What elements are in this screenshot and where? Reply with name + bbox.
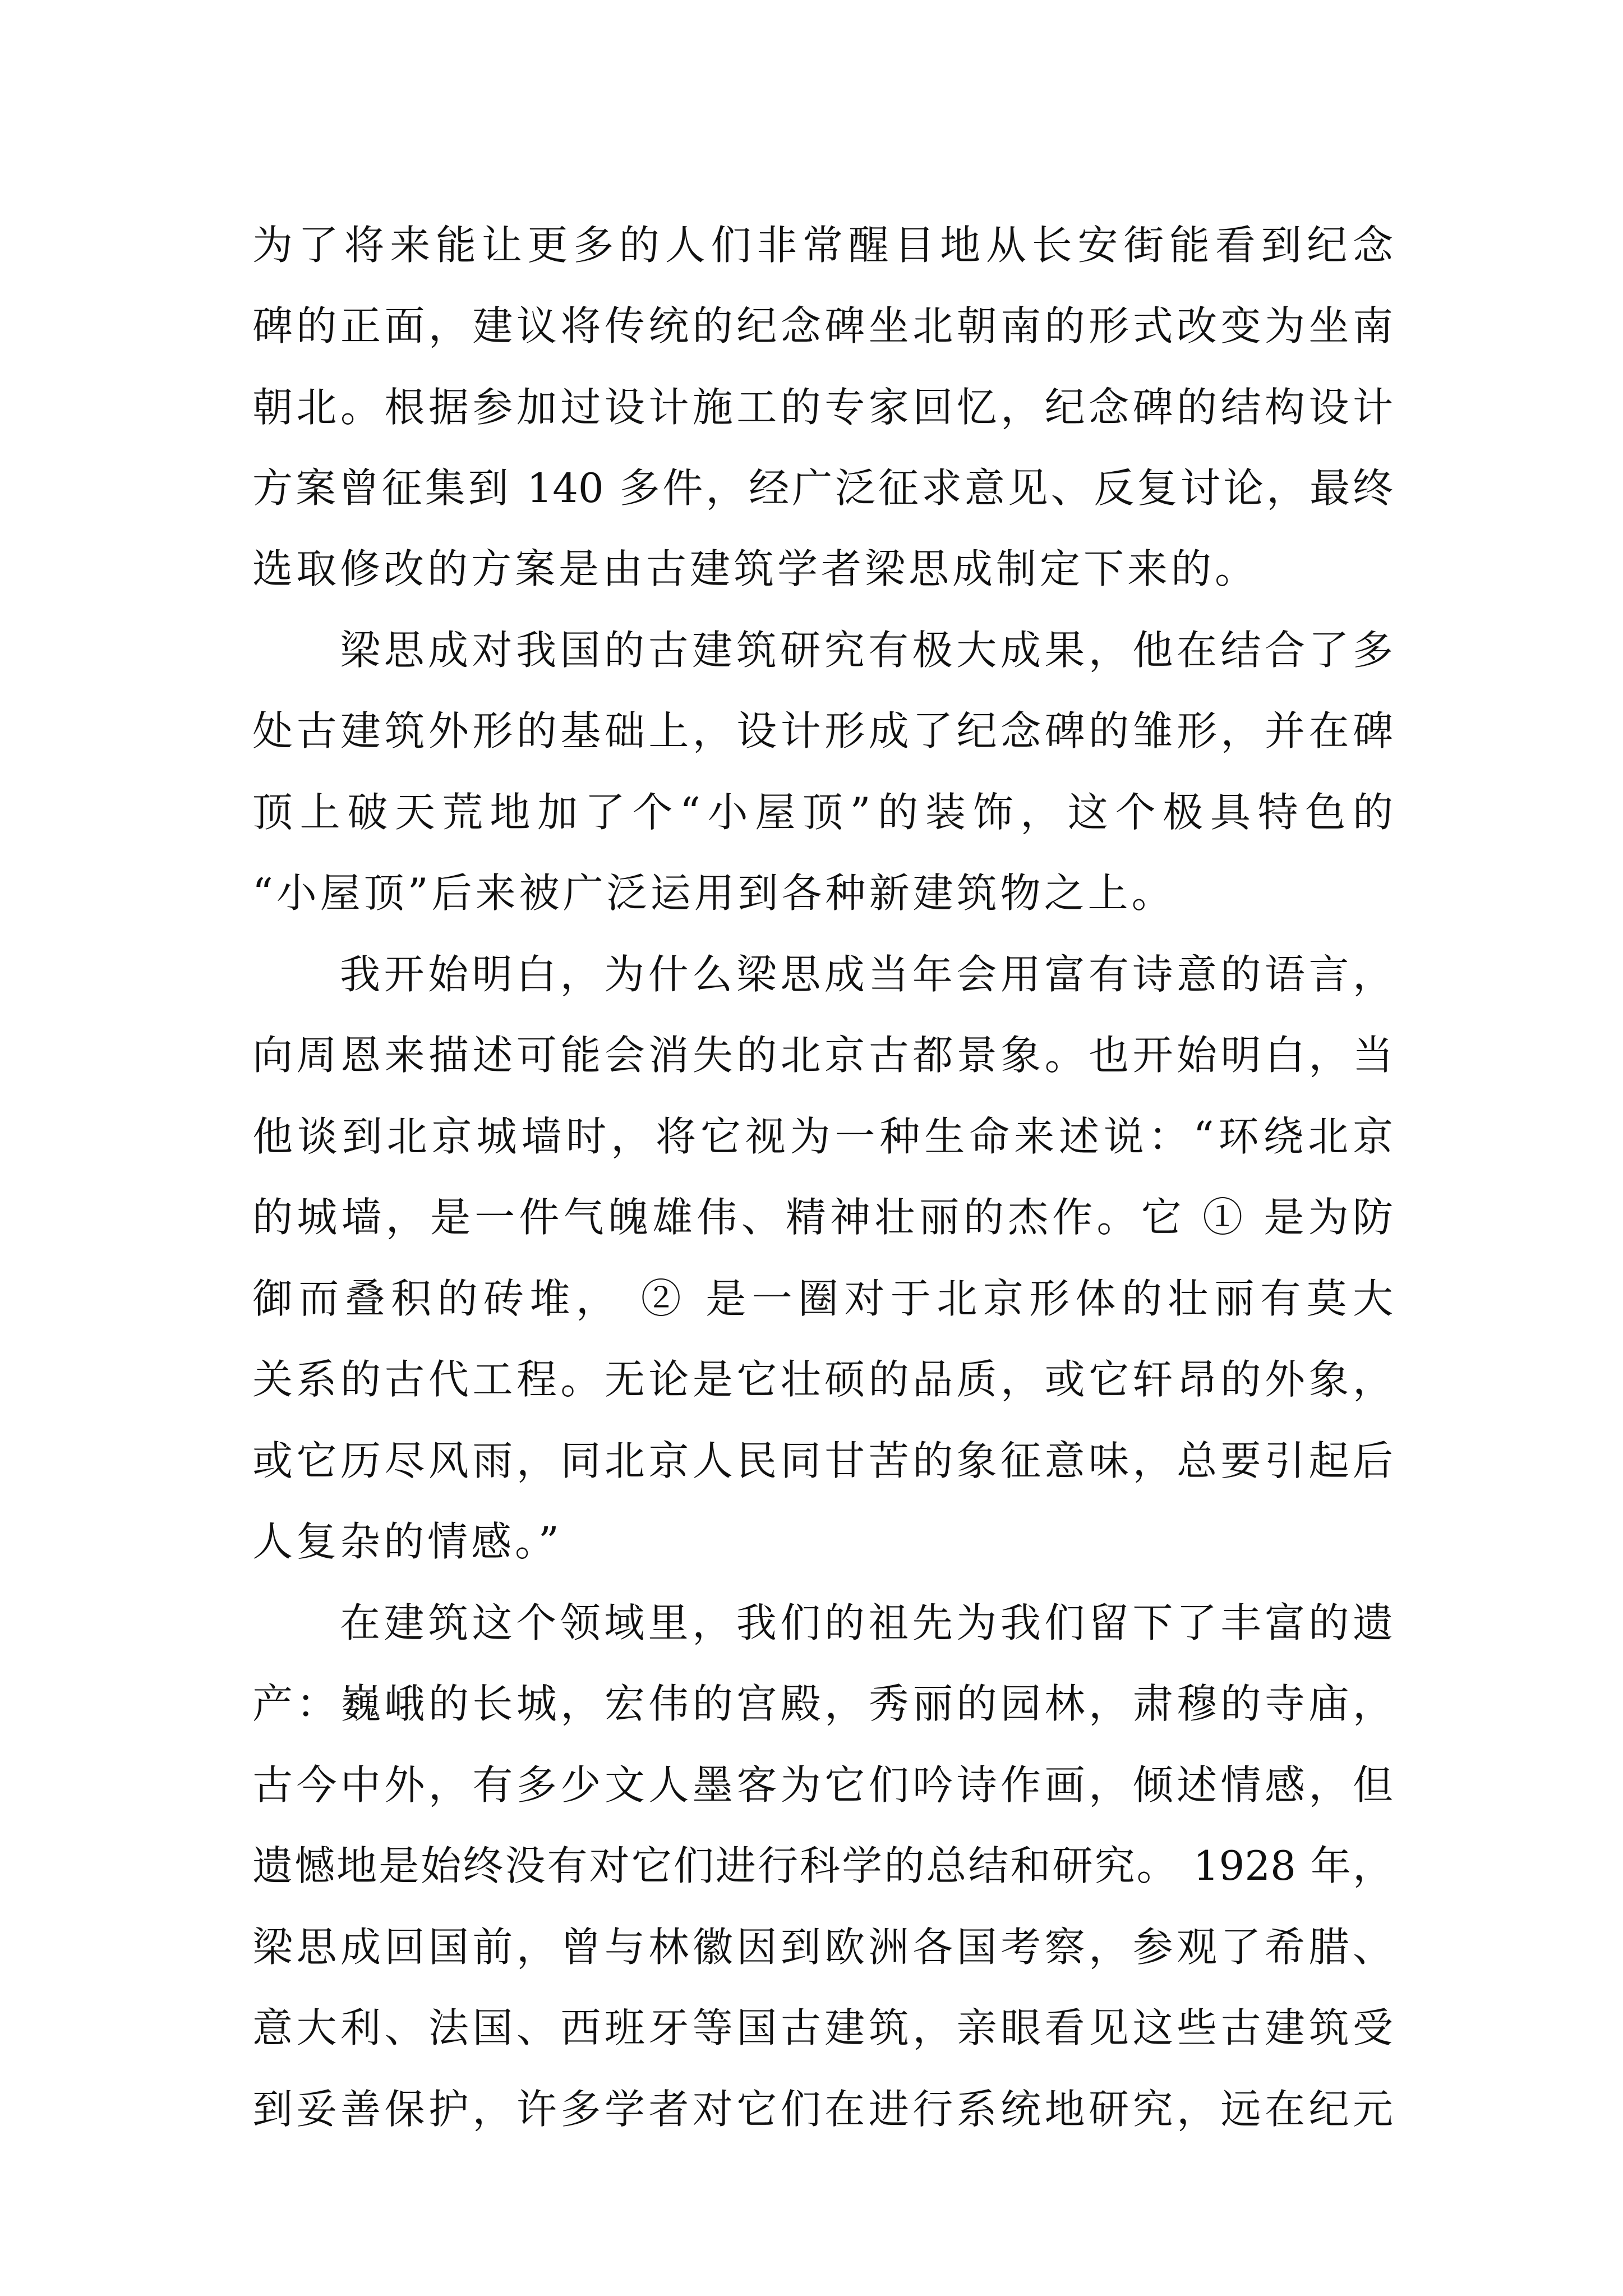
paragraph-1-line-2: 碑的正面，建议将传统的纪念碑坐北朝南的形式改变为坐南 xyxy=(252,302,1393,349)
paragraph-4-line-1: 在建筑这个领域里，我们的祖先为我们留下了丰富的遗 xyxy=(340,1599,1393,1646)
paragraph-3-line-2: 向周恩来描述可能会消失的北京古都景象。也开始明白，当 xyxy=(252,1032,1393,1079)
paragraph-3-line-3: 他谈到北京城墙时，将它视为一种生命来述说：“环绕北京 xyxy=(252,1113,1393,1160)
paragraph-1-line-1: 为了将来能让更多的人们非常醒目地从长安街能看到纪念 xyxy=(252,222,1393,269)
paragraph-3-line-4: 的城墙，是一件气魄雄伟、精神壮丽的杰作。它 ① 是为防 xyxy=(252,1194,1393,1241)
paragraph-4-line-3: 古今中外，有多少文人墨客为它们吟诗作画，倾述情感，但 xyxy=(252,1761,1393,1809)
paragraph-4-line-6: 意大利、法国、西班牙等国古建筑，亲眼看见这些古建筑受 xyxy=(252,2004,1393,2051)
paragraph-2-line-2: 处古建筑外形的基础上，设计形成了纪念碑的雏形，并在碑 xyxy=(252,707,1393,754)
paragraph-4-line-5: 梁思成回国前，曾与林徽因到欧洲各国考察，参观了希腊、 xyxy=(252,1924,1393,1971)
paragraph-3-line-7: 或它历尽风雨，同北京人民同甘苦的象征意味，总要引起后 xyxy=(252,1437,1393,1484)
paragraph-1-line-5: 选取修改的方案是由古建筑学者梁思成制定下来的。 xyxy=(252,545,1259,592)
paragraph-3-line-6: 关系的古代工程。无论是它壮硕的品质，或它轩昂的外象， xyxy=(252,1356,1393,1403)
paragraph-3-line-1: 我开始明白，为什么梁思成当年会用富有诗意的语言， xyxy=(340,951,1393,998)
paragraph-3-line-5: 御而叠积的砖堆， ② 是一圈对于北京形体的壮丽有莫大 xyxy=(252,1275,1393,1322)
paragraph-2-line-3: 顶上破天荒地加了个“小屋顶”的装饰，这个极具特色的 xyxy=(252,789,1393,836)
paragraph-2-line-4: “小屋顶”后来被广泛运用到各种新建筑物之上。 xyxy=(252,869,1175,917)
paragraph-2-line-1: 梁思成对我国的古建筑研究有极大成果，他在结合了多 xyxy=(340,627,1393,674)
paragraph-1-line-3: 朝北。根据参加过设计施工的专家回忆，纪念碑的结构设计 xyxy=(252,384,1393,431)
paragraph-4-line-2: 产：巍峨的长城，宏伟的宫殿，秀丽的园林，肃穆的寺庙， xyxy=(252,1680,1393,1727)
paragraph-3-line-8: 人复杂的情感。” xyxy=(252,1518,562,1565)
paragraph-4-line-7: 到妥善保护，许多学者对它们在进行系统地研究，远在纪元 xyxy=(252,2086,1393,2133)
paragraph-4-line-4: 遗憾地是始终没有对它们进行科学的总结和研究。 1928 年， xyxy=(252,1842,1393,1889)
paragraph-1-line-4: 方案曾征集到 140 多件，经广泛征求意见、反复讨论，最终 xyxy=(252,464,1393,512)
